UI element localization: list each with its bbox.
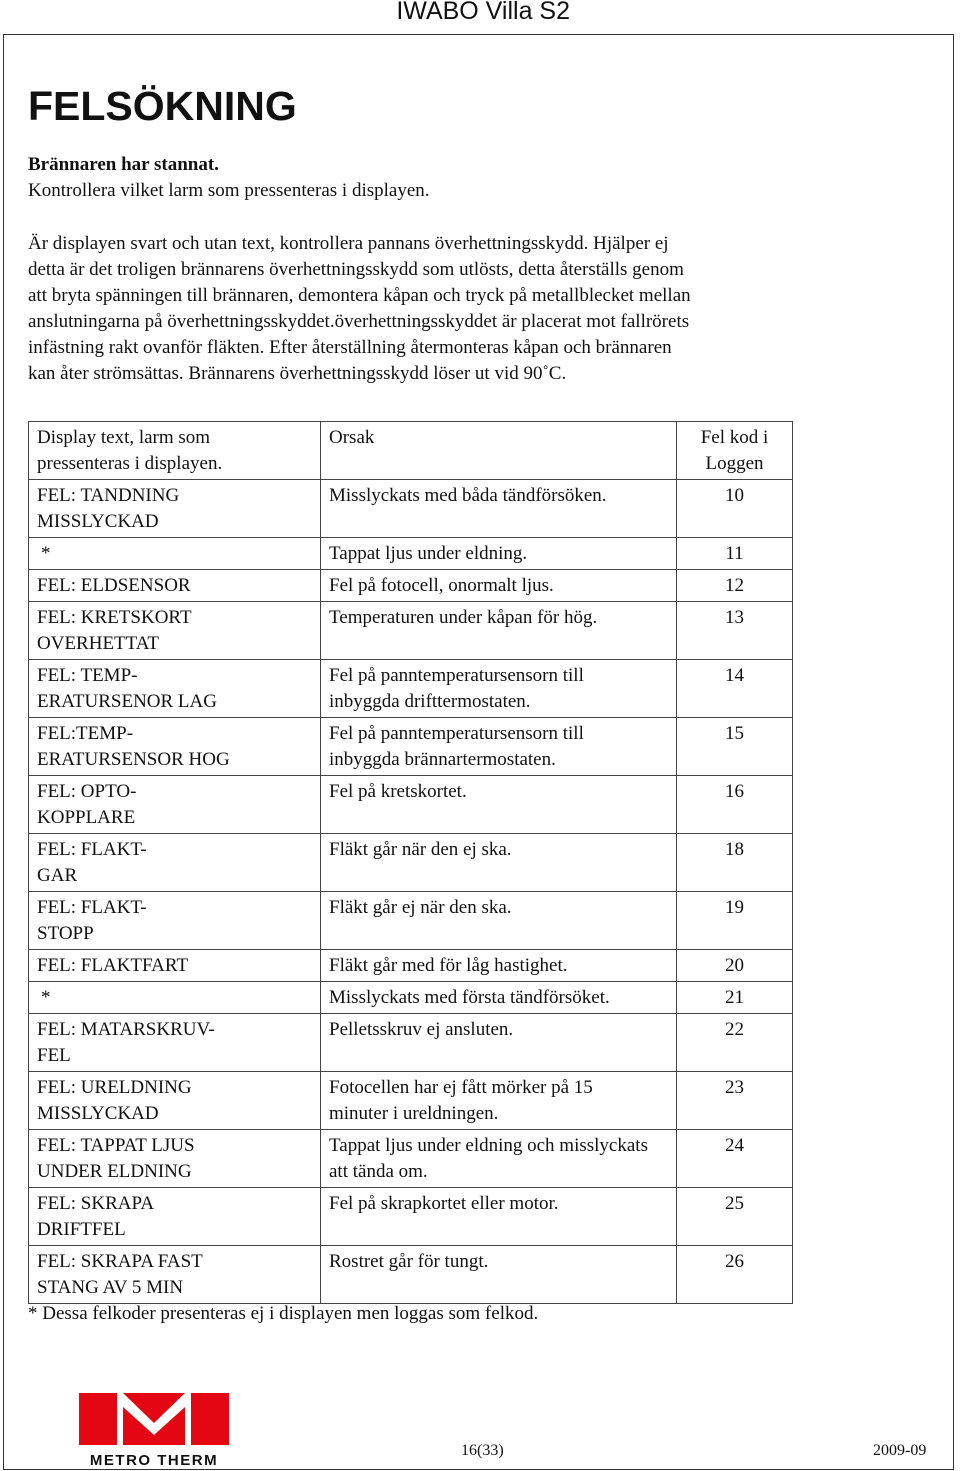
cause-line: Tappat ljus under eldning. <box>329 543 528 564</box>
cell-cause <box>321 1246 677 1304</box>
cause-line: Misslyckats med första tändförsöket. <box>329 987 610 1008</box>
intro-paragraph <box>28 231 798 387</box>
cell-cause <box>321 1072 677 1130</box>
cell-display-text <box>29 1188 321 1246</box>
cause-line: Rostret går för tungt. <box>329 1251 489 1272</box>
page-number: 16(33) <box>461 1442 504 1459</box>
display-text-line: * <box>41 987 51 1008</box>
header-display <box>29 422 321 480</box>
intro-paragraph-line: detta är det troligen brännarens överhettningsskydd som utlösts, detta återställs genom <box>28 259 684 280</box>
cause-line: Fel på panntemperatursensorn till <box>329 665 584 686</box>
metro-therm-logo <box>79 1393 229 1467</box>
display-text-line: FEL: TAPPAT LJUS <box>37 1135 195 1156</box>
cause-line: Tappat ljus under eldning och misslyckats <box>329 1135 648 1156</box>
cell-display-text <box>29 660 321 718</box>
cause-line: minuter i ureldningen. <box>329 1103 499 1124</box>
cell-error-code: 22 <box>677 1014 793 1072</box>
cell-error-code: 11 <box>677 538 793 570</box>
intro-subheading: Kontrollera vilket larm som pressenteras i displayen. <box>28 180 430 201</box>
cell-cause <box>321 950 677 982</box>
header-cause-line: Orsak <box>329 427 375 448</box>
cell-error-code: 13 <box>677 602 793 660</box>
cell-error-code: 23 <box>677 1072 793 1130</box>
intro-paragraph-line: Är displayen svart och utan text, kontrollera pannans överhettningsskydd. Hjälper ej <box>28 233 669 254</box>
cell-display-text <box>29 480 321 538</box>
fault-code-table <box>28 421 793 1304</box>
table-row <box>29 1188 793 1246</box>
cell-error-code: 25 <box>677 1188 793 1246</box>
cell-cause <box>321 776 677 834</box>
header-code-line: Fel kod i <box>700 427 769 448</box>
cell-display-text <box>29 1072 321 1130</box>
intro-paragraph-line: anslutningarna på överhettningsskyddet.överhettningsskyddet är placerat mot fallrörets <box>28 311 690 332</box>
cell-error-code: 16 <box>677 776 793 834</box>
cell-cause <box>321 602 677 660</box>
cell-error-code: 24 <box>677 1130 793 1188</box>
cell-cause <box>321 718 677 776</box>
cell-cause <box>321 660 677 718</box>
table-row <box>29 982 793 1014</box>
display-text-line: FEL: KRETSKORT <box>37 607 192 628</box>
display-text-line: KOPPLARE <box>37 807 136 828</box>
cause-line: Fel på kretskortet. <box>329 781 467 802</box>
table-row <box>29 1014 793 1072</box>
display-text-line: FEL: OPTO- <box>37 781 137 802</box>
footnote: * Dessa felkoder presenteras ej i displayen men loggas som felkod. <box>28 1303 539 1324</box>
table-row <box>29 480 793 538</box>
cell-display-text <box>29 718 321 776</box>
cause-line: Fotocellen har ej fått mörker på 15 <box>329 1077 593 1098</box>
cell-cause <box>321 480 677 538</box>
cell-error-code: 12 <box>677 570 793 602</box>
table-row <box>29 1130 793 1188</box>
cell-error-code: 15 <box>677 718 793 776</box>
logo-text: METRO THERM <box>89 1452 219 1467</box>
cause-line: Misslyckats med båda tändförsöken. <box>329 485 607 506</box>
display-text-line: MISSLYCKAD <box>37 1103 159 1124</box>
intro-paragraph-line: kan åter strömsättas. Brännarens överhettningsskydd löser ut vid 90˚C. <box>28 363 567 384</box>
cell-display-text <box>29 1014 321 1072</box>
intro-paragraph-line: infästning rakt ovanför fläkten. Efter återställning återmonteras kåpan och brännaren <box>28 337 672 358</box>
cause-line: att tända om. <box>329 1161 428 1182</box>
display-text-line: ERATURSENOR LAG <box>37 691 217 712</box>
cause-line: Fel på panntemperatursensorn till <box>329 723 584 744</box>
cause-line: inbyggda brännartermostaten. <box>329 749 556 770</box>
cell-display-text <box>29 602 321 660</box>
header-cause <box>321 422 677 480</box>
intro-paragraph-line: att bryta spänningen till brännaren, demontera kåpan och tryck på metallblecket mellan <box>28 285 691 306</box>
cause-line: Fel på fotocell, onormalt ljus. <box>329 575 554 596</box>
cause-line: Fel på skrapkortet eller motor. <box>329 1193 559 1214</box>
display-text-line: DRIFTFEL <box>37 1219 126 1240</box>
table-row <box>29 776 793 834</box>
table-row <box>29 950 793 982</box>
cause-line: Pelletsskruv ej ansluten. <box>329 1019 514 1040</box>
table-row <box>29 660 793 718</box>
display-text-line: FEL: MATARSKRUV- <box>37 1019 215 1040</box>
cell-error-code: 21 <box>677 982 793 1014</box>
cell-cause <box>321 538 677 570</box>
header-display-line: pressenteras i displayen. <box>37 453 223 474</box>
cell-cause <box>321 892 677 950</box>
display-text-line: OVERHETTAT <box>37 633 159 654</box>
table-row <box>29 538 793 570</box>
cell-display-text <box>29 892 321 950</box>
cell-cause <box>321 982 677 1014</box>
cell-display-text <box>29 538 321 570</box>
cell-display-text <box>29 834 321 892</box>
header-display-line: Display text, larm som <box>37 427 211 448</box>
cell-display-text <box>29 1246 321 1304</box>
display-text-line: FEL:TEMP- <box>37 723 134 744</box>
cell-cause <box>321 1014 677 1072</box>
display-text-line: FEL: TEMP- <box>37 665 138 686</box>
cell-cause <box>321 834 677 892</box>
cell-cause <box>321 1188 677 1246</box>
table-row <box>29 718 793 776</box>
cell-cause <box>321 570 677 602</box>
cell-error-code: 18 <box>677 834 793 892</box>
display-text-line: ERATURSENSOR HOG <box>37 749 230 770</box>
cell-error-code: 14 <box>677 660 793 718</box>
fault-table-body <box>29 422 793 1304</box>
display-text-line: FEL: FLAKT- <box>37 897 147 918</box>
cell-display-text <box>29 776 321 834</box>
display-text-line: STOPP <box>37 923 94 944</box>
table-row <box>29 570 793 602</box>
display-text-line: MISSLYCKAD <box>37 511 159 532</box>
cell-display-text <box>29 570 321 602</box>
table-row <box>29 892 793 950</box>
display-text-line: STANG AV 5 MIN <box>37 1277 184 1298</box>
table-header-row <box>29 422 793 480</box>
logo-m-mark <box>79 1393 229 1445</box>
display-text-line: FEL: SKRAPA <box>37 1193 155 1214</box>
document-date: 2009-09 <box>873 1442 927 1459</box>
cell-display-text <box>29 982 321 1014</box>
page-title: FELSÖKNING <box>28 83 297 129</box>
intro-heading: Brännaren har stannat. <box>28 154 219 175</box>
display-text-line: FEL: URELDNING <box>37 1077 192 1098</box>
header-code-line: Loggen <box>705 453 764 474</box>
table-row <box>29 602 793 660</box>
display-text-line: FEL: FLAKTFART <box>37 955 189 976</box>
display-text-line: FEL: FLAKT- <box>37 839 147 860</box>
display-text-line: * <box>41 543 51 564</box>
display-text-line: FEL: SKRAPA FAST <box>37 1251 203 1272</box>
display-text-line: UNDER ELDNING <box>37 1161 192 1182</box>
display-text-line: FEL <box>37 1045 71 1066</box>
display-text-line: GAR <box>37 865 78 886</box>
header-product-title: IWABO Villa S2 <box>396 0 570 25</box>
cause-line: Temperaturen under kåpan för hög. <box>329 607 598 628</box>
table-row <box>29 834 793 892</box>
cause-line: inbyggda drifttermostaten. <box>329 691 531 712</box>
display-text-line: FEL: ELDSENSOR <box>37 575 191 596</box>
table-row <box>29 1246 793 1304</box>
table-row <box>29 1072 793 1130</box>
cell-display-text <box>29 950 321 982</box>
display-text-line: FEL: TANDNING <box>37 485 180 506</box>
cell-error-code: 26 <box>677 1246 793 1304</box>
cell-error-code: 20 <box>677 950 793 982</box>
cell-cause <box>321 1130 677 1188</box>
cause-line: Fläkt går med för låg hastighet. <box>329 955 568 976</box>
header-code <box>677 422 793 480</box>
cause-line: Fläkt går när den ej ska. <box>329 839 512 860</box>
cell-error-code: 19 <box>677 892 793 950</box>
cell-display-text <box>29 1130 321 1188</box>
cell-error-code: 10 <box>677 480 793 538</box>
cause-line: Fläkt går ej när den ska. <box>329 897 512 918</box>
